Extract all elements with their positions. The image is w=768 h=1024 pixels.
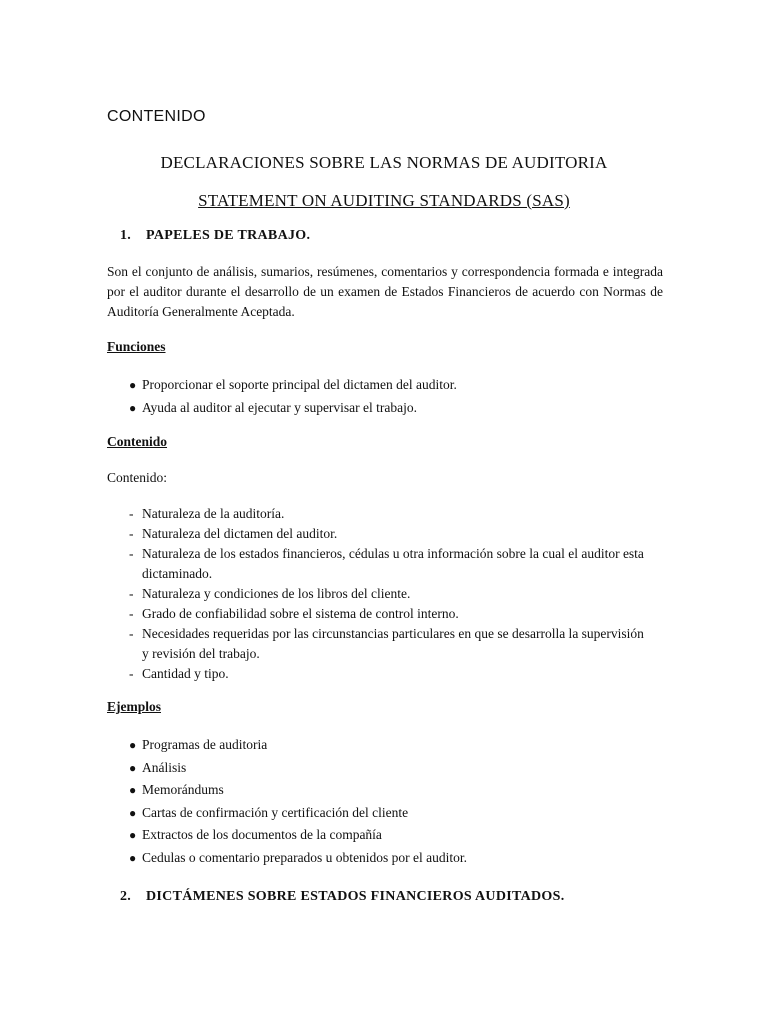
list-item-text: Programas de auditoria (142, 737, 268, 752)
list-item (107, 847, 467, 870)
list-item (107, 734, 467, 757)
list-item (107, 524, 652, 544)
list-item-text: Análisis (142, 759, 187, 775)
bullet-icon: ● (129, 400, 137, 415)
list-item-text: Memorándums (142, 782, 224, 797)
funciones-subheading: Funciones (107, 339, 166, 354)
list-item (107, 624, 652, 664)
list-item-text: Proporcionar el soporte principal del dictamen del auditor. (142, 377, 457, 392)
bullet-icon: ● (129, 805, 137, 820)
list-item (107, 584, 652, 604)
list-item (107, 802, 467, 825)
dash-icon: - (129, 586, 134, 601)
list-item (107, 779, 467, 802)
section-2-title: DICTÁMENES SOBRE ESTADOS FINANCIEROS AUDITADOS. (146, 889, 565, 904)
bullet-icon: ● (129, 783, 137, 797)
list-item (107, 504, 652, 524)
list-item-text: Cartas de confirmación y certificación del cliente (142, 804, 409, 820)
dash-icon: - (129, 506, 134, 521)
contenido-list (107, 504, 652, 684)
dash-icon: - (129, 546, 134, 561)
list-item-text: Necesidades requeridas por las circunstancias particulares en que se desarrolla la supervisión y revisión del trabajo. (142, 626, 644, 661)
heading-declaraciones: DECLARACIONES SOBRE LAS NORMAS DE AUDITORIA (160, 153, 608, 172)
list-item-text: Extractos de los documentos de la compañía (142, 827, 382, 842)
funciones-list (107, 374, 457, 419)
contenido-intro: Contenido: (107, 470, 167, 485)
dash-icon: - (129, 666, 134, 681)
bullet-icon: ● (129, 850, 137, 865)
list-item-text: Naturaleza y condiciones de los libros del cliente. (142, 586, 411, 601)
list-item-text: Naturaleza del dictamen del auditor. (142, 526, 338, 541)
list-item-text: Cantidad y tipo. (142, 666, 229, 681)
dash-icon: - (129, 606, 134, 621)
list-item (107, 757, 467, 780)
list-item (107, 544, 652, 584)
bullet-icon: ● (129, 378, 137, 392)
section-2-heading (120, 889, 565, 905)
list-item (107, 664, 652, 684)
list-item (107, 374, 457, 397)
list-item-text: Naturaleza de la auditoría. (142, 506, 285, 521)
contenido-subheading: Contenido (107, 434, 168, 449)
section-2-number: 2. (120, 889, 132, 904)
bullet-icon: ● (129, 760, 137, 775)
heading-sas: STATEMENT ON AUDITING STANDARDS (SAS) (198, 191, 570, 210)
list-item-text: Grado de confiabilidad sobre el sistema de control interno. (142, 606, 459, 621)
section-1-title: PAPELES DE TRABAJO. (146, 228, 311, 243)
list-item-text: Ayuda al auditor al ejecutar y supervisar el trabajo. (142, 399, 418, 415)
ejemplos-list (107, 734, 467, 869)
list-item-text: Naturaleza de los estados financieros, cédulas u otra información sobre la cual el auditor esta dictaminado. (142, 546, 644, 581)
bullet-icon: ● (129, 738, 137, 752)
bullet-icon: ● (129, 828, 137, 842)
list-item (107, 604, 652, 624)
section-1-paragraph: Son el conjunto de análisis, sumarios, resúmenes, comentarios y correspondencia formada e integrada por el auditor durante el desarrollo de un examen de Estados Financieros de acuerdo con Normas de Auditoría Generalmente Aceptada. (107, 264, 663, 319)
dash-icon: - (129, 626, 134, 641)
section-1-heading (120, 228, 310, 244)
list-item (107, 397, 457, 420)
dash-icon: - (129, 526, 134, 541)
list-item (107, 824, 467, 847)
ejemplos-subheading: Ejemplos (107, 699, 161, 714)
section-1-number: 1. (120, 228, 132, 243)
list-item-text: Cedulas o comentario preparados u obtenidos por el auditor. (142, 849, 468, 865)
document-title: CONTENIDO (107, 108, 206, 125)
